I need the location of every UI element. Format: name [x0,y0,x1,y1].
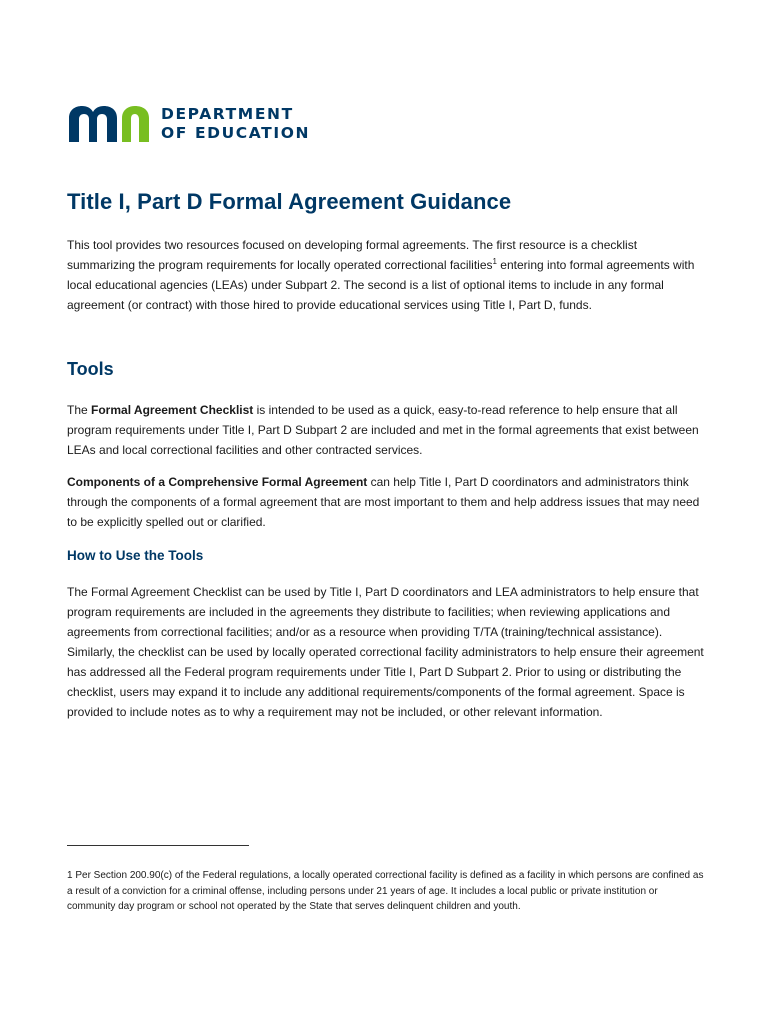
logo-line-department: DEPARTMENT [161,105,294,123]
logo-line-of-education: OF EDUCATION [161,124,311,142]
formal-agreement-checklist-term: Formal Agreement Checklist [91,403,254,417]
footnote-divider [67,845,249,846]
department-logo [67,104,310,144]
footnote-ref-1: 1 [492,257,497,266]
tools-p1-pre: The [67,403,92,417]
logo-text [161,105,310,143]
components-term: Components of a Comprehensive Formal Agreement [67,475,368,489]
intro-text-part2: entering into formal agreements with local educational agencies (LEAs) under Subpart 2. The second is a list of optional items to include in any formal agreement (or contract) with those hired to provide educational services using Title I, Part D, funds. [67,258,695,312]
mn-logo-mark-icon [67,104,151,144]
tools-p1-post: is intended to be used as a quick, easy-to-read reference to help ensure that all program requirements under Title I, Part D Subpart 2 are included and met in the formal agreements that exist between LEAs and local correctional facilities and other contracted services. [67,403,699,457]
tools-heading: Tools [67,359,114,379]
how-to-paragraph: The Formal Agreement Checklist can be used by Title I, Part D coordinators and LEA administrators to help ensure that program requirements are included in the agreements they distribute to facilities; when reviewing applications and agreements from correctional facilities; and/or as a resource when providing T/TA (training/technical assistance). Similarly, the checklist can be used by locally operated correctional facility administrators to help ensure their agreement has addressed all the Federal program requirements under Title I, Part D Subpart 2. Prior to using or distributing the checklist, users may expand it to include any additional requirements/components of the formal agreement. Space is provided to include notes as to why a requirement may not be included, or other relevant information. [67,585,704,719]
page-title: Title I, Part D Formal Agreement Guidance [67,189,512,214]
footnote: 1 Per Section 200.90(c) of the Federal regulations, a locally operated correctional facility is defined as a facility in which persons are confined as a result of a conviction for a criminal offense, including persons under 21 years of age. It includes a local public or private institution or community day program or school not operated by the State that serves delinquent children and youth. [67,870,704,912]
intro-text-part1: This tool provides two resources focused on developing formal agreements. The first resource is a checklist summarizing the program requirements for locally operated correctional facilities [67,238,638,272]
tools-checklist-paragraph [67,400,707,460]
tools-components-paragraph [67,472,707,532]
tools-p2-post: can help Title I, Part D coordinators and administrators think through the components of a formal agreement that are most important to them and help address issues that may need to be explicitly spelled out or clarified. [67,475,700,529]
how-to-heading: How to Use the Tools [67,548,204,563]
intro-paragraph [67,235,707,315]
